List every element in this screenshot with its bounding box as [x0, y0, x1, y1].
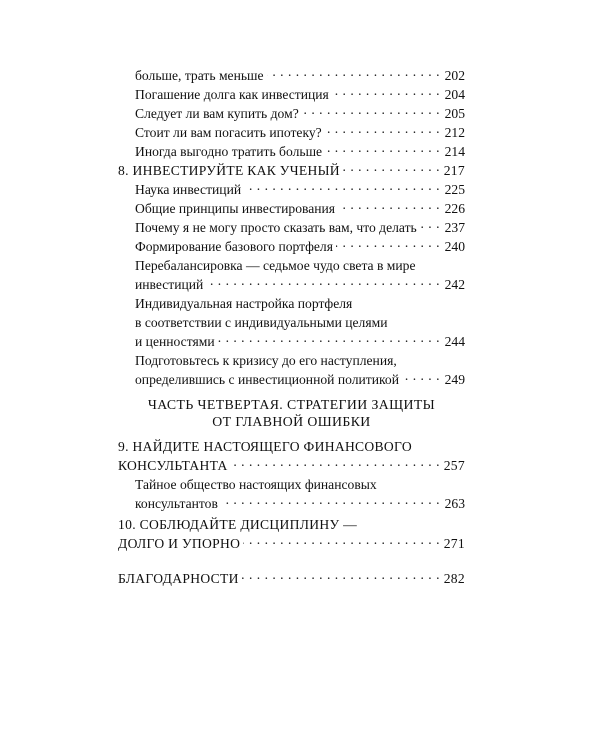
page-number: 212	[444, 125, 465, 140]
page-number: 217	[443, 163, 465, 178]
toc-entry[interactable]	[135, 142, 465, 161]
page-number: 257	[443, 458, 465, 473]
page-number: 237	[444, 220, 465, 235]
page-number: 205	[444, 106, 465, 121]
page-number: 214	[444, 144, 465, 159]
toc-entry[interactable]	[135, 218, 465, 237]
toc-entry[interactable]	[135, 66, 465, 85]
toc-entry[interactable]	[135, 237, 465, 256]
leader-dots	[206, 275, 440, 289]
leader-dots	[338, 199, 440, 213]
leader-dots	[231, 456, 440, 470]
part-four-heading	[118, 396, 465, 430]
entry-title-line1: Подготовьтесь к кризису до его наступления,	[135, 353, 397, 368]
entry-title: Стоит ли вам погасить ипотеку?	[135, 125, 322, 140]
part-heading-line1: ЧАСТЬ ЧЕТВЕРТАЯ. СТРАТЕГИИ ЗАЩИТЫ	[147, 397, 436, 412]
entry-title: Следует ли вам купить дом?	[135, 106, 299, 121]
toc-entry[interactable]	[135, 475, 465, 513]
entry-title: больше, трать меньше	[135, 68, 264, 83]
leader-dots	[243, 534, 440, 548]
entry-title: Погашение долга как инвестиция	[135, 87, 329, 102]
toc-entry[interactable]	[135, 180, 465, 199]
part-heading-line2: ОТ ГЛАВНОЙ ОШИБКИ	[212, 414, 371, 429]
page-number: 249	[444, 372, 465, 387]
leader-dots	[325, 142, 440, 156]
leader-dots	[325, 123, 440, 137]
toc-entry[interactable]	[135, 85, 465, 104]
page-number: 202	[444, 68, 465, 83]
entry-title: Общие принципы инвестирования	[135, 201, 336, 216]
entry-title-line1: Тайное общество настоящих финансовых	[135, 477, 377, 492]
entry-title-line2: консультантов	[135, 496, 218, 511]
page-number: 226	[444, 201, 465, 216]
leader-dots	[336, 237, 440, 251]
leader-dots	[242, 569, 440, 583]
page-number: 204	[444, 87, 465, 102]
chapter-title-line2: ДОЛГО И УПОРНО	[118, 536, 241, 551]
leader-dots	[332, 85, 440, 99]
leader-dots	[343, 161, 440, 175]
chapter-title: 8. ИНВЕСТИРУЙТЕ КАК УЧЕНЫЙ	[118, 163, 340, 178]
toc-entry[interactable]	[135, 123, 465, 142]
page-number: 263	[444, 496, 465, 511]
toc-chapter-10[interactable]	[118, 515, 465, 553]
leader-dots	[302, 104, 440, 118]
toc-entry[interactable]	[135, 351, 465, 389]
leader-dots	[221, 494, 440, 508]
entry-title-line2: инвестиций	[135, 277, 204, 292]
toc-entry[interactable]	[135, 294, 465, 351]
leader-dots	[218, 332, 440, 346]
toc-entry[interactable]	[135, 256, 465, 294]
page-number: 240	[444, 239, 465, 254]
entry-title-line2: в соответствии с индивидуальными целями	[135, 315, 388, 330]
page-number: 244	[444, 334, 465, 349]
entry-title-line1: Перебалансировка — седьмое чудо света в мире	[135, 258, 416, 273]
page-number: 282	[443, 571, 465, 586]
leader-dots	[244, 180, 440, 194]
toc-entry[interactable]	[135, 199, 465, 218]
chapter-title: БЛАГОДАРНОСТИ	[118, 571, 239, 586]
page-number: 271	[443, 536, 465, 551]
leader-dots	[420, 218, 440, 232]
entry-title: Наука инвестиций	[135, 182, 242, 197]
entry-title: Формирование базового портфеля	[135, 239, 333, 254]
toc-chapter-9[interactable]	[118, 437, 465, 475]
entry-title: Иногда выгодно тратить больше	[135, 144, 323, 159]
entry-title: Почему я не могу просто сказать вам, что делать	[135, 220, 417, 235]
page-number: 242	[444, 277, 465, 292]
toc-chapter-8[interactable]	[118, 161, 465, 180]
chapter-title-line1: 9. НАЙДИТЕ НАСТОЯЩЕГО ФИНАНСОВОГО	[118, 439, 412, 454]
chapter-title-line1: 10. СОБЛЮДАЙТЕ ДИСЦИПЛИНУ —	[118, 517, 358, 532]
entry-title-line3: и ценностями	[135, 334, 215, 349]
toc-entry[interactable]	[135, 104, 465, 123]
entry-title-line2: определившись с инвестиционной политикой	[135, 372, 399, 387]
leader-dots	[267, 66, 440, 80]
entry-title-line1: Индивидуальная настройка портфеля	[135, 296, 353, 311]
leader-dots	[402, 370, 440, 384]
chapter-title-line2: КОНСУЛЬТАНТА	[118, 458, 228, 473]
toc-acknowledgements[interactable]	[118, 569, 465, 588]
page-number: 225	[444, 182, 465, 197]
